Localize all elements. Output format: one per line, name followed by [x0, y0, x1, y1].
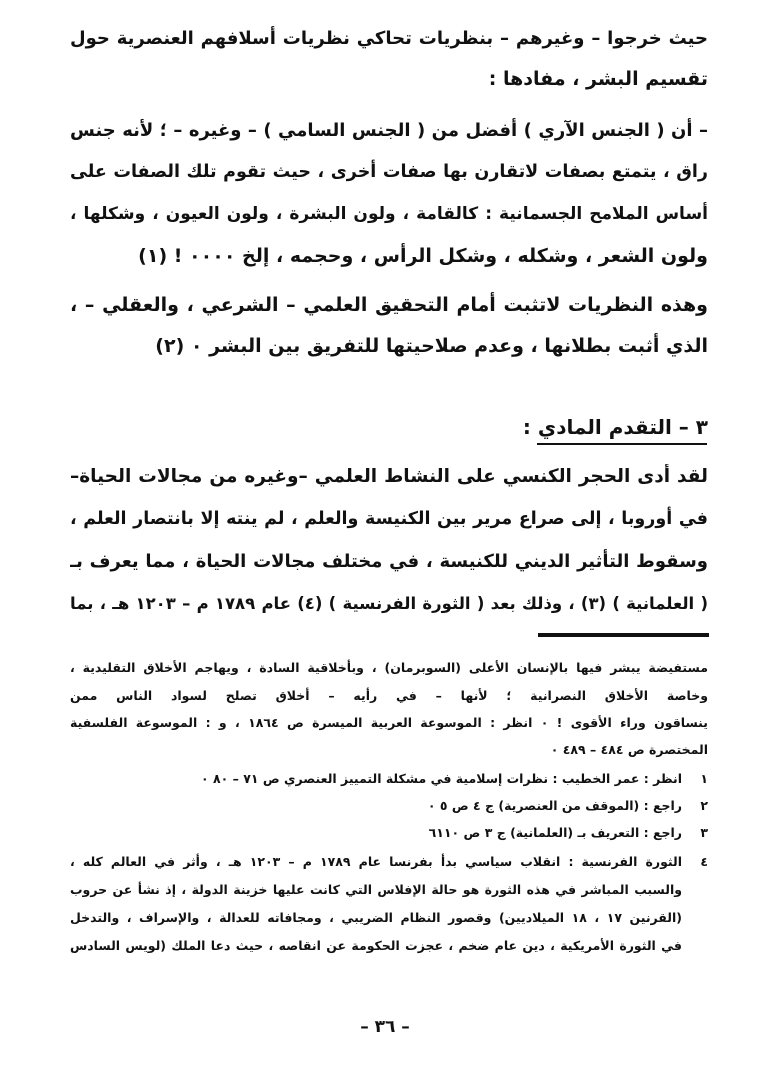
footnote-number: ٤ [700, 854, 708, 869]
footnote-separator [538, 633, 709, 637]
body-line: حيث خرجوا – وغيرهم – بنظريات تحاكي نظريات أسلافهم العنصرية حول [70, 28, 708, 49]
footnote-line: مستفيضة يبشر فيها بالإنسان الأعلى (السوبرمان) ، وبأخلاقية السادة ، ويهاجم الأخلاق التقليدية ، [70, 660, 708, 675]
footnote-text: الثورة الفرنسية : انقلاب سياسي بدأ بفرنسا عام ١٧٨٩ م – ١٢٠٣ هـ ، وأثر في العالم كله ، [70, 854, 682, 869]
footnote-text: راجع : (الموقف من العنصرية) ج ٤ ص ٥ ٠ [427, 798, 682, 813]
body-line: الذي أثبت بطلانها ، وعدم صلاحيتها للتفريق بين البشر ٠ (٢) [155, 335, 708, 357]
body-line: راق ، يتمتع بصفات لاتقارن بها صفات أخرى ، حيث تقوم تلك الصفات على [70, 162, 708, 182]
footnote-line: المختصرة ص ٤٨٤ – ٤٨٩ ٠ [550, 742, 708, 757]
body-line: ( العلمانية ) (٣) ، وذلك بعد ( الثورة الفرنسية ) (٤) عام ١٧٨٩ م – ١٢٠٣ هـ ، بما [70, 594, 708, 613]
footnote-number: ٢ [700, 798, 708, 813]
footnote-line: (القرنين ١٧ ، ١٨ الميلاديين) وقصور النظام الضريبي ، ومجافاته للعدالة ، والإسراف ، والتدخل [70, 910, 682, 925]
footnote-text: انظر : عمر الخطيب : نظرات إسلامية في مشكلة التمييز العنصري ص ٧١ – ٨٠ ٠ [200, 771, 682, 786]
body-line: وهذه النظريات لاتثبت أمام التحقيق العلمي – الشرعي ، والعقلي – ، [70, 294, 708, 316]
section-heading: ٣ – التقدم المادي : [522, 415, 708, 439]
body-line: ولون الشعر ، وشكله ، وشكل الرأس ، وحجمه ، إلخ ٠٠٠٠ ! (١) [138, 245, 708, 267]
footnote-line: في الثورة الأمريكية ، دين عام ضخم ، عجزت الحكومة عن انقاصه ، حيث دعا الملك (لويس السادس [70, 938, 682, 953]
body-line: تقسيم البشر ، مفادها : [488, 68, 708, 90]
body-line: في أوروبا ، إلى صراع مرير بين الكنيسة والعلم ، لم ينته إلا بانتصار العلم ، [70, 509, 708, 529]
page-number: – ٣٦ – [360, 1017, 410, 1037]
footnote-text: راجع : التعريف بـ (العلمانية) ج ٣ ص ٦١١٠ [428, 825, 682, 840]
body-line: وسقوط التأثير الديني للكنيسة ، في مختلف مجالات الحياة ، مما يعرف بـ [70, 551, 708, 572]
heading-underline [537, 443, 707, 445]
footnote-line: والسبب المباشر في هذه الثورة هو حالة الإفلاس التي كانت عليها خزينة الدولة ، إذ نشأ عن حروب [70, 882, 682, 897]
footnote-line: ينساقون وراء الأقوى ! ٠ انظر : الموسوعة العربية الميسرة ص ١٨٦٤ ، و : الموسوعة الفلسفية [70, 715, 708, 730]
footnote-number: ١ [700, 771, 708, 786]
body-line: أساس الملامح الجسمانية : كالقامة ، ولون البشرة ، ولون العيون ، وشكلها ، [70, 204, 708, 224]
body-line: – أن ( الجنس الآري ) أفضل من ( الجنس السامي ) – وغيره – ؛ لأنه جنس [70, 120, 708, 141]
footnote-line: وخاصة الأخلاق النصرانية ؛ لأنها – في رأيه – أخلاق تصلح لسواد الناس ممن [70, 688, 708, 703]
body-line: لقد أدى الحجر الكنسي على النشاط العلمي –وغيره من مجالات الحياة– [70, 466, 708, 487]
footnote-number: ٣ [700, 825, 708, 840]
